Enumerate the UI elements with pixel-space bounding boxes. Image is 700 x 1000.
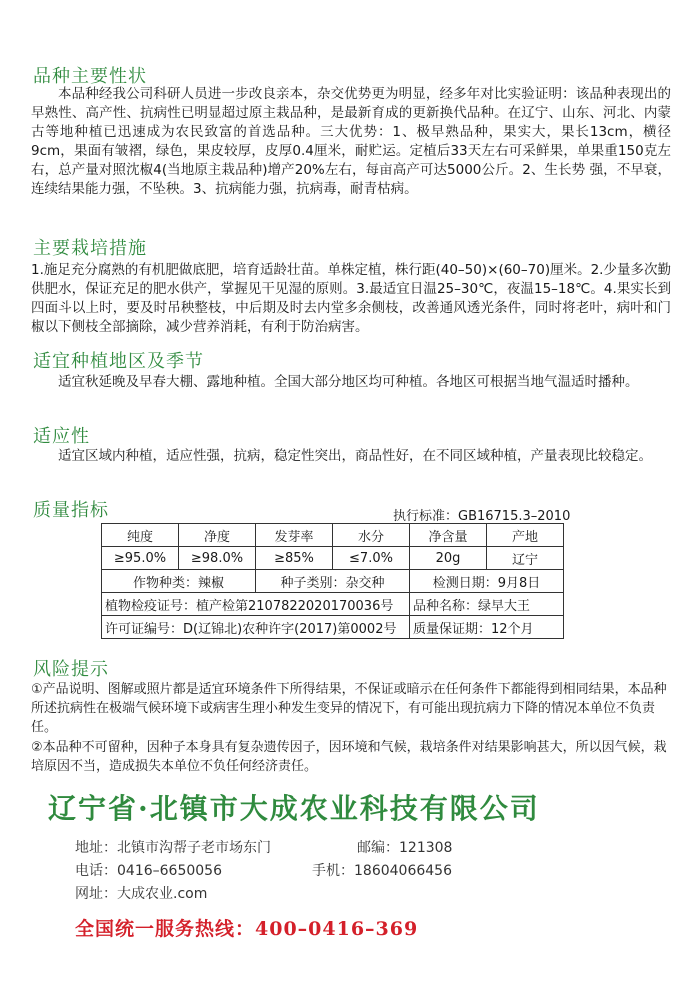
guarantee-cell: 质量保证期：12个月 — [410, 616, 564, 639]
risk-item-1: ①产品说明、图解或照片都是适宜环境条件下所得结果，不保证或暗示在任何条件下都能得到相同结果，本品种所述抗病性在极端气候环境下或病害生理小种发生变异的情况下，有可能出现抗病力下降的情况本单位不负责任。 — [31, 682, 667, 735]
quality-table — [101, 523, 564, 639]
phone-text: 电话：0416–6650056 — [75, 863, 222, 879]
quality-cert-row — [102, 593, 564, 616]
section-title-adaptability: 适应性 — [33, 426, 90, 447]
crop-type-cell: 作物种类：辣椒 — [102, 570, 256, 593]
region-paragraph: 适宜秋延晚及早春大棚、露地种植。全国大部分地区均可种植。各地区可根据当地气温适时播种。 — [58, 374, 639, 390]
company-name: 辽宁省·北镇市大成农业科技有限公司 — [48, 792, 540, 825]
section-title-quality: 质量指标 — [33, 500, 109, 521]
address-text: 地址：北镇市沟帮子老市场东门 — [75, 840, 271, 856]
postcode-text: 邮编：121308 — [357, 840, 453, 856]
test-date-cell: 检测日期：9月8日 — [410, 570, 564, 593]
quality-header-row — [102, 524, 564, 547]
value-cell-germination: ≥85% — [256, 547, 333, 570]
quality-value-row — [102, 547, 564, 570]
header-cell-purity: 纯度 — [102, 524, 179, 547]
mobile-text: 手机：18604066456 — [312, 863, 452, 879]
traits-paragraph: 本品种经我公司科研人员进一步改良亲本，杂交优势更为明显，经多年对比实验证明：该品种表现出的早熟性、高产性、抗病性已明显超过原主栽品种，是最新育成的更新换代品种。在辽宁、山东、河北、内蒙古等地种植已迅速成为农民致富的首选品种。三大优势：1、极早熟品种，果实大，果长13cm，横径9cm，果面有皱褶，绿色，果皮较厚，皮厚0.4厘米，耐贮运。定植后33天左右可采鲜果，单果重150克左右，总产量对照沈椒4(当地原主栽品种)增产20%左右，每亩高产可达5000公斤。2、生长势 强，不早衰，连续结果能力强，不坠秧。3、抗病能力强，抗病毒，耐青枯病。 — [31, 86, 671, 197]
quality-info-row — [102, 570, 564, 593]
cultivation-paragraph: 1.施足充分腐熟的有机肥做底肥，培育适龄壮苗。单株定植，株行距(40–50)×(60–70)厘米。2.少量多次勤供肥水，保证充足的肥水供产，掌握见干见湿的原则。3.最适宜日温25–30℃，夜温15–18℃。4.果实长到四面斗以上时，要及时吊秧整枝，中后期及时去内堂多余侧枝，改善通风透光条件，同时将老叶，病叶和门椒以下侧枝全部摘除，减少营养消耗，有利于防治病害。 — [31, 262, 671, 335]
quality-license-row — [102, 616, 564, 639]
seed-type-cell: 种子类别：杂交种 — [256, 570, 410, 593]
value-cell-purity: ≥95.0% — [102, 547, 179, 570]
adaptability-paragraph: 适宜区域内种植，适应性强，抗病，稳定性突出，商品性好，在不同区域种植，产量表现比较稳定。 — [58, 448, 652, 464]
header-cell-moisture: 水分 — [333, 524, 410, 547]
website-link[interactable]: 网址：大成农业.com — [75, 886, 208, 902]
value-cell-moisture: ≤7.0% — [333, 547, 410, 570]
header-cell-cleanliness: 净度 — [179, 524, 256, 547]
value-cell-cleanliness: ≥98.0% — [179, 547, 256, 570]
service-hotline: 全国统一服务热线：400–0416–369 — [75, 918, 419, 940]
execution-standard: 执行标准：GB16715.3–2010 — [393, 509, 571, 524]
header-cell-germination: 发芽率 — [256, 524, 333, 547]
value-cell-origin: 辽宁 — [487, 547, 564, 570]
risk-item-2: ②本品种不可留种，因种子本身具有复杂遗传因子，因环境和气候，栽培条件对结果影响甚大，所以因气候，栽培原因不当，造成损失本单位不负任何经济责任。 — [31, 740, 667, 774]
section-title-cultivation: 主要栽培措施 — [33, 238, 147, 259]
header-cell-origin: 产地 — [487, 524, 564, 547]
license-cell: 许可证编号：D(辽锦北)农种许字(2017)第0002号 — [102, 616, 410, 639]
quarantine-cell: 植物检疫证号：植产检第2107822020170036号 — [102, 593, 410, 616]
variety-name-cell: 品种名称：绿早大王 — [410, 593, 564, 616]
section-title-risk: 风险提示 — [33, 659, 109, 680]
value-cell-net-weight: 20g — [410, 547, 487, 570]
section-title-traits: 品种主要性状 — [33, 66, 147, 87]
section-title-region: 适宜种植地区及季节 — [33, 351, 204, 372]
header-cell-net-weight: 净含量 — [410, 524, 487, 547]
